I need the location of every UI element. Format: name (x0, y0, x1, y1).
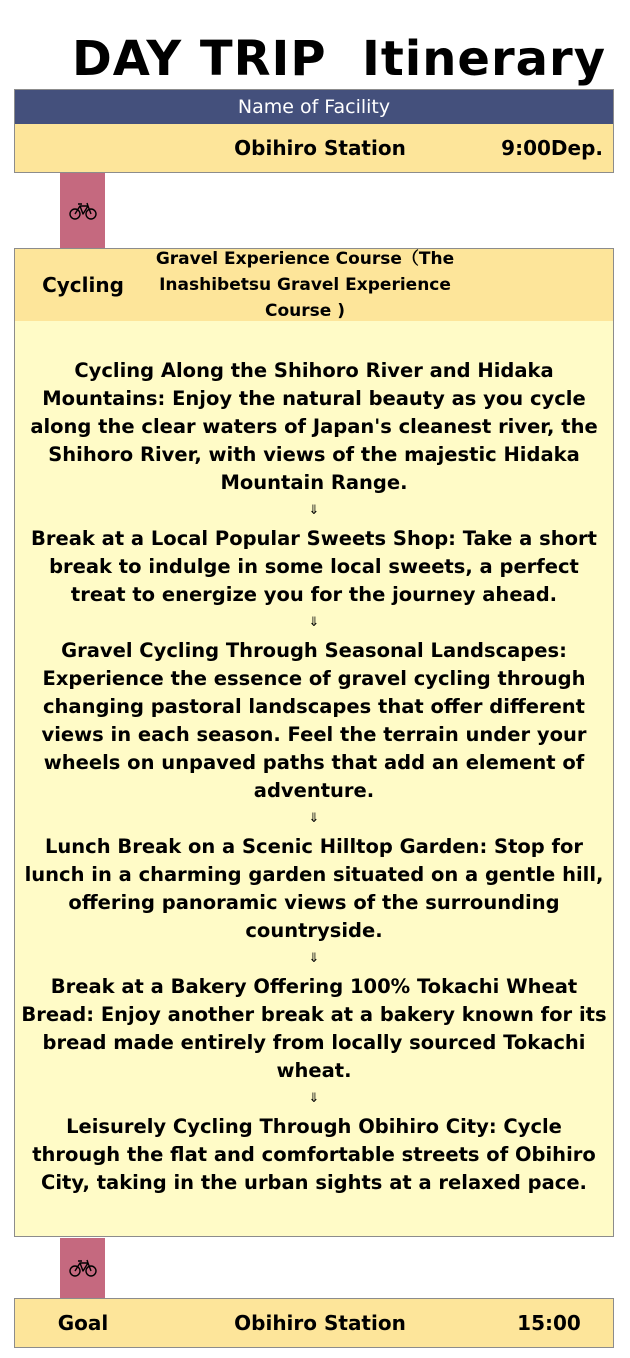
itinerary-list (21, 357, 607, 1197)
bicycle-icon (69, 1259, 97, 1277)
itinerary-item: Break at a Bakery Offering 100% Tokachi Wheat Bread: Enjoy another break at a bakery known for its bread made entirely from locally sourced Tokachi wheat. (21, 975, 607, 1082)
course-header (14, 248, 614, 322)
goal-arrival-time: 15:00 (517, 1311, 581, 1335)
goal-label: Goal (57, 1311, 109, 1335)
route-connector (60, 1238, 105, 1298)
bicycle-icon (69, 202, 97, 220)
activity-label: Cycling (42, 273, 124, 297)
goal-station-name: Obihiro Station (234, 1311, 406, 1335)
course-name: Gravel Experience Course（The Inashibetsu Gravel Experience Course ) (155, 249, 455, 321)
facility-header: Name of Facility (14, 89, 614, 125)
itinerary-item: Gravel Cycling Through Seasonal Landscapes: Experience the essence of gravel cycling through changing pastoral landscapes that offer different views in each season. Feel the terrain under your wheels on unpaved paths that add an element of adventure. (41, 639, 587, 802)
down-arrow-icon: ⇓ (308, 811, 320, 826)
itinerary-item: Leisurely Cycling Through Obihiro City: Cycle through the flat and comfortable streets of Obihiro City, taking in the urban sights at a relaxed pace. (32, 1115, 596, 1194)
goal-row (14, 1298, 614, 1348)
down-arrow-icon: ⇓ (308, 951, 320, 966)
itinerary-item: Break at a Local Popular Sweets Shop: Take a short break to indulge in some local sweets, a perfect treat to energize you for the journey ahead. (31, 527, 597, 606)
course-details (14, 321, 614, 1237)
route-connector (60, 173, 105, 248)
start-departure-time: 9:00Dep. (501, 136, 603, 160)
start-station-name: Obihiro Station (234, 136, 406, 160)
down-arrow-icon: ⇓ (308, 1091, 320, 1106)
itinerary-item: Cycling Along the Shihoro River and Hidaka Mountains: Enjoy the natural beauty as you cycle along the clear waters of Japan's cleanest river, the Shihoro River, with views of the majestic Hidaka Mountain Range. (30, 359, 598, 494)
down-arrow-icon: ⇓ (308, 503, 320, 518)
down-arrow-icon: ⇓ (308, 615, 320, 630)
start-row (14, 124, 614, 173)
itinerary-item: Lunch Break on a Scenic Hilltop Garden: Stop for lunch in a charming garden situated on a gentle hill, offering panoramic views of the surrounding countryside. (24, 835, 604, 942)
page-title: DAY TRIP Itinerary (71, 31, 606, 87)
